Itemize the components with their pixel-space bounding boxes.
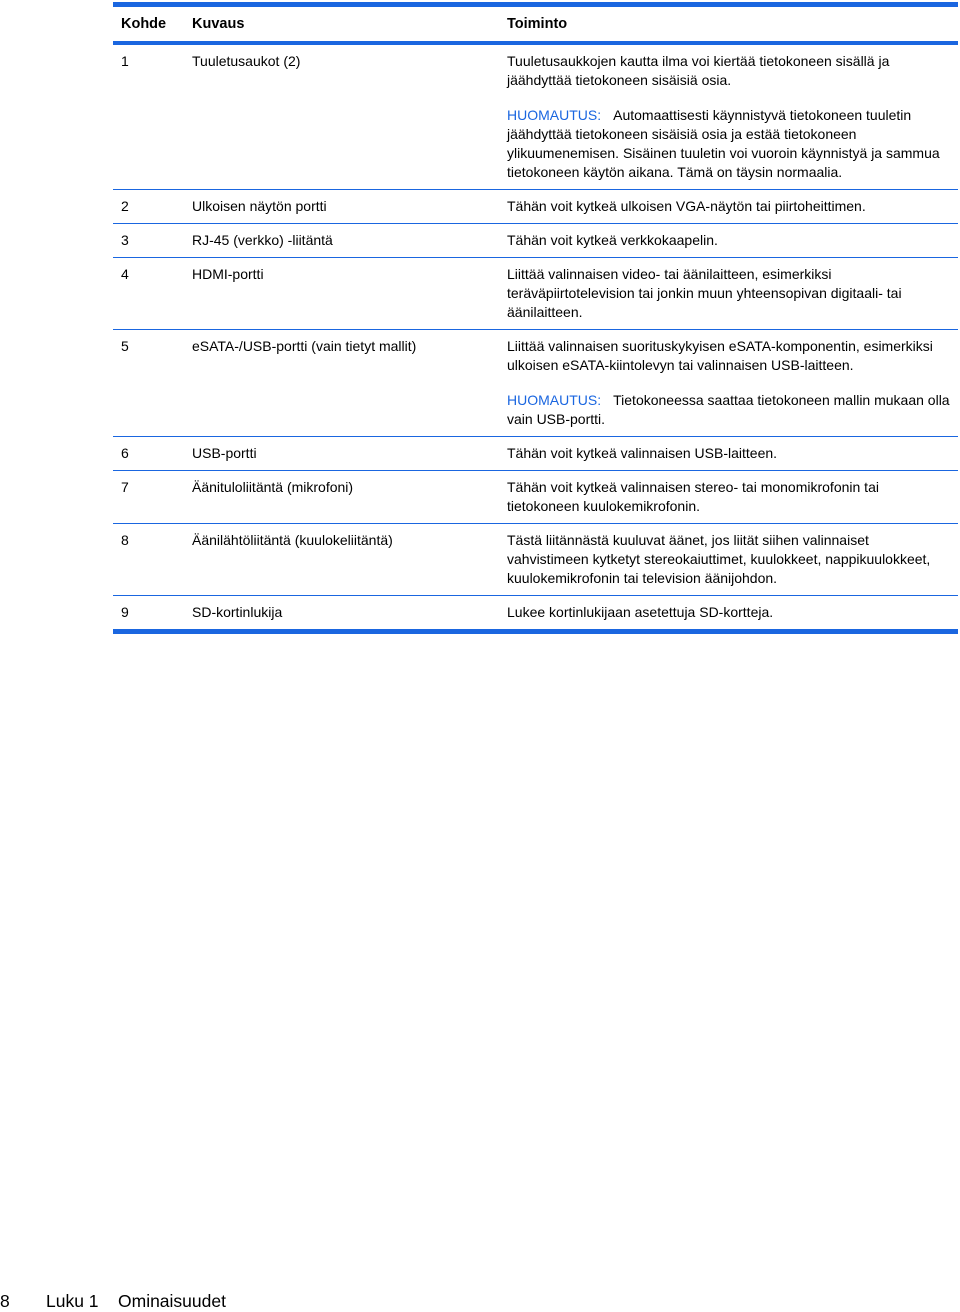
row-description: SD-kortinlukija bbox=[192, 604, 283, 620]
table-row bbox=[113, 190, 958, 224]
note-label: HUOMAUTUS: bbox=[507, 392, 602, 408]
row-function-cell bbox=[507, 337, 952, 429]
table-row bbox=[113, 471, 958, 524]
row-description: eSATA-/USB-portti (vain tietyt mallit) bbox=[192, 338, 417, 354]
table-row bbox=[113, 224, 958, 258]
row-function: Tähän voit kytkeä valinnaisen stereo- tai monomikrofonin tai tietokoneen kuulokemikrofonin. bbox=[507, 479, 879, 514]
row-item: 3 bbox=[121, 232, 129, 248]
table-row bbox=[113, 596, 958, 629]
row-function: Tähän voit kytkeä ulkoisen VGA-näytön tai piirtoheittimen. bbox=[507, 198, 866, 214]
row-item: 8 bbox=[121, 532, 129, 548]
row-item: 7 bbox=[121, 479, 129, 495]
table-header bbox=[113, 7, 958, 45]
table-row bbox=[113, 45, 958, 190]
row-function: Tästä liitännästä kuuluvat äänet, jos liität siihen valinnaiset vahvistimeen kytketyt stereokaiuttimet, kuulokkeet, nappikuulokkeet, kuulokemikrofonin tai television äänijohdon. bbox=[507, 532, 931, 586]
row-item: 2 bbox=[121, 198, 129, 214]
row-item: 4 bbox=[121, 266, 129, 282]
row-description: Ulkoisen näytön portti bbox=[192, 198, 327, 214]
row-function: Tähän voit kytkeä valinnaisen USB-laitteen. bbox=[507, 445, 778, 461]
row-description: Tuuletusaukot (2) bbox=[192, 53, 301, 69]
row-item: 5 bbox=[121, 338, 129, 354]
page-number: 8 bbox=[0, 1291, 10, 1311]
row-item: 9 bbox=[121, 604, 129, 620]
note-text: Automaattisesti käynnistyvä tietokoneen tuuletin jäähdyttää tietokoneen sisäisiä osia ja estää tietokoneen ylikuumenemisen. Sisäinen tuuletin voi vuoroin käynnistyä ja sammua tietokoneen käytön aikana. Tämä on täysin normaalia. bbox=[507, 107, 940, 180]
chapter-title: Ominaisuudet bbox=[118, 1291, 226, 1311]
row-function: Liittää valinnaisen video- tai äänilaitteen, esimerkiksi teräväpiirtotelevision tai jonkin muun yhteensopivan digitaali- tai äänilaitteen. bbox=[507, 266, 902, 320]
row-function: Tähän voit kytkeä verkkokaapelin. bbox=[507, 232, 718, 248]
row-description: HDMI-portti bbox=[192, 266, 264, 282]
table-row bbox=[113, 330, 958, 437]
row-function-cell bbox=[507, 52, 952, 182]
header-description: Kuvaus bbox=[192, 15, 245, 32]
row-function: Tuuletusaukkojen kautta ilma voi kiertää tietokoneen sisällä ja jäähdyttää tietokoneen sisäisiä osia. bbox=[507, 53, 890, 88]
header-item: Kohde bbox=[121, 15, 167, 32]
component-table bbox=[113, 2, 958, 634]
row-item: 6 bbox=[121, 445, 129, 461]
page-footer bbox=[0, 1290, 226, 1312]
header-function: Toiminto bbox=[507, 15, 568, 32]
note bbox=[507, 391, 952, 429]
note bbox=[507, 106, 952, 182]
row-function: Liittää valinnaisen suorituskykyisen eSATA-komponentin, esimerkiksi ulkoisen eSATA-kiintolevyn tai valinnaisen USB-laitteen. bbox=[507, 338, 933, 373]
row-description: Äänilähtöliitäntä (kuulokeliitäntä) bbox=[192, 532, 393, 548]
chapter-label: Luku 1 bbox=[46, 1291, 99, 1311]
table-row bbox=[113, 437, 958, 471]
row-function: Lukee kortinlukijaan asetettuja SD-kortteja. bbox=[507, 604, 774, 620]
row-description: Äänituloliitäntä (mikrofoni) bbox=[192, 479, 354, 495]
note-label: HUOMAUTUS: bbox=[507, 107, 602, 123]
note-text: Tietokoneessa saattaa tietokoneen mallin mukaan olla vain USB-portti. bbox=[507, 392, 950, 427]
row-description: RJ-45 (verkko) -liitäntä bbox=[192, 232, 333, 248]
row-description: USB-portti bbox=[192, 445, 257, 461]
table-row bbox=[113, 258, 958, 330]
table-row bbox=[113, 524, 958, 596]
row-item: 1 bbox=[121, 53, 129, 69]
